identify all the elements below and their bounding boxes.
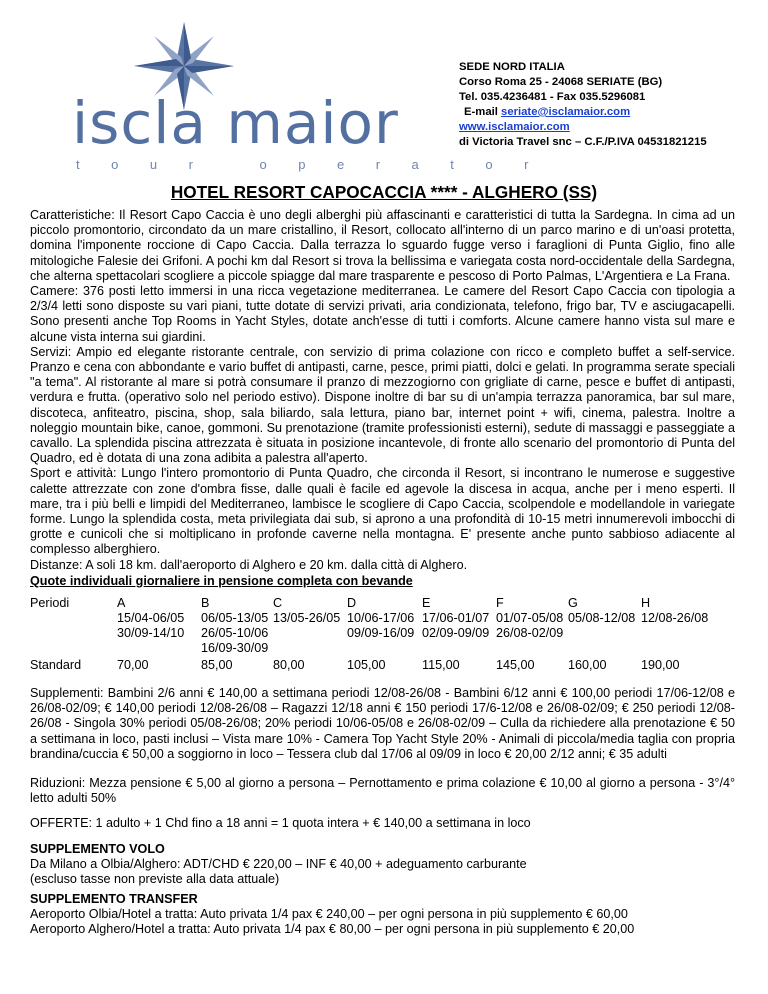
supplements-text	[30, 686, 735, 762]
transfer-supplement	[30, 892, 735, 938]
period-dates-d: 10/06-17/06	[347, 611, 415, 625]
description-rooms: Camere: 376 posti letto immersi in una ricca vegetazione mediterranea. Le camere del Resort Capo Caccia con tipologia a 2/3/4 letti sono disposte su vari piani, tutte dotate di servizi privati, aria condizionata, telefono, frigo bar, TV e asciugacapelli. Sono presenti anche Top Rooms in Yacht Styles, dotate anch'esse di tutti i comforts. Alcune camere hanno vista sul mare e alcune vista interna sui giardini.	[30, 284, 735, 344]
company-info: di Victoria Travel snc – C.F./P.IVA 04531821215	[459, 136, 707, 148]
office-line: Tel. 035.4236481 - Fax 035.5296081	[459, 91, 646, 103]
email-label: E-mail	[464, 106, 498, 118]
flight-heading: SUPPLEMENTO VOLO	[30, 842, 165, 856]
period-dates-b: 16/09-30/09	[201, 641, 269, 655]
period-dates-f: 01/07-05/08	[496, 611, 564, 625]
office-address	[459, 60, 707, 150]
email-link[interactable]: seriate@isclamaior.com	[501, 106, 631, 118]
periods-label: Periodi	[30, 596, 70, 610]
period-letter-f: F	[496, 596, 504, 610]
price-f: 145,00	[496, 658, 535, 672]
transfer-heading: SUPPLEMENTO TRANSFER	[30, 892, 198, 906]
offers-text	[30, 816, 735, 831]
transfer-line: Aeroporto Alghero/Hotel a tratta: Auto privata 1/4 pax € 80,00 – per ogni persona in più supplemento € 20,00	[30, 922, 635, 937]
page-title: HOTEL RESORT CAPOCACCIA **** - ALGHERO (SS)	[170, 182, 598, 202]
period-letter-d: D	[347, 596, 357, 610]
email-line	[459, 105, 707, 120]
period-dates-f: 26/08-02/09	[496, 626, 564, 640]
price-b: 85,00	[201, 658, 233, 672]
period-dates-a: 30/09-14/10	[117, 626, 185, 640]
price-c: 80,00	[273, 658, 305, 672]
period-dates-b: 06/05-13/05	[201, 611, 269, 625]
price-e: 115,00	[422, 658, 460, 672]
period-dates-d: 09/09-16/09	[347, 626, 415, 640]
logo-wordmark: iscla maior	[72, 89, 399, 157]
period-letter-a: A	[117, 596, 126, 610]
period-dates-e: 17/06-01/07	[422, 611, 490, 625]
flight-line: Da Milano a Olbia/Alghero: ADT/CHD € 220,00 – INF € 40,00 + adeguamento carburante	[30, 857, 527, 872]
quote-title: Quote individuali giornaliere in pensione completa con bevande	[30, 574, 413, 588]
period-dates-b: 26/05-10/06	[201, 626, 269, 640]
logo-tagline: tour operator	[76, 157, 560, 172]
transfer-line: Aeroporto Olbia/Hotel a tratta: Auto privata 1/4 pax € 240,00 – per ogni persona in più supplemento € 60,00	[30, 907, 628, 922]
period-letter-g: G	[568, 596, 578, 610]
period-dates-c: 13/05-26/05	[273, 611, 341, 625]
flight-supplement	[30, 842, 735, 888]
description-features: Caratteristiche: Il Resort Capo Caccia è uno degli alberghi più affascinanti e caratteristici di tutta la Sardegna. In cima ad un piccolo promontorio, circondato da un mare cristallino, il Resort, collocato all'interno di un parco marino e di un'oasi protetta, domina l'imponente roccione di Capo Caccia. Dalla terrazza lo sguardo fugge verso i faraglioni di Punta Giglio, fino alle mitologiche Falesie dei Grifoni. A pochi km dal Resort si trova la bellissima e variegata costa nord-occidentale della Sardegna, che alterna spettacolari scogliere a piccole spiagge dal mare trasparente e pescoso di Porto Palmas, L'Argentiera e La Frana.	[30, 208, 735, 283]
period-letter-e: E	[422, 596, 431, 610]
offers-paragraph: OFFERTE: 1 adulto + 1 Chd fino a 18 anni = 1 quota intera + € 140,00 a settimana in loco	[30, 816, 531, 830]
price-d: 105,00	[347, 658, 386, 672]
reductions-text	[30, 776, 735, 806]
description-distances: Distanze: A soli 18 km. dall'aeroporto di Alghero e 20 km. dalla città di Alghero.	[30, 557, 468, 572]
period-dates-g: 05/08-12/08	[568, 611, 636, 625]
period-dates-a: 15/04-06/05	[117, 611, 185, 625]
period-letter-b: B	[201, 596, 210, 610]
hotel-description	[30, 208, 735, 573]
period-dates-h: 12/08-26/08	[641, 611, 709, 625]
price-g: 160,00	[568, 658, 607, 672]
office-line: SEDE NORD ITALIA	[459, 61, 565, 73]
price-a: 70,00	[117, 658, 149, 672]
supplements-paragraph: Supplementi: Bambini 2/6 anni € 140,00 a settimana periodi 12/08-26/08 - Bambini 6/12 anni € 100,00 periodi 17/06-12/08 e 26/08-02/09; € 140,00 periodi 12/08-26/08 – Ragazzi 12/18 anni € 150 periodi 17/6-12/08 e 26/08-02/09; € 250 periodi 12/08-26/08 - Singola 30% periodi 05/08-26/08; 20% periodi 10/06-05/08 e 26/08-02/09 – Culla da richiedere alla prenotazione € 50 a settimana in loco, pasti inclusi – Vista mare 10% - Camera Top Yacht Style 20% - Animali di piccola/media taglia con propria brandina/cuccia € 50,00 a soggiorno in loco – Tessera club dal 17/06 al 09/09 in loco € 20,00 2/12 anni; € 35 adulti	[30, 686, 735, 761]
description-sport: Sport e attività: Lungo l'intero promontorio di Punta Quadro, che circonda il Resort, si incontrano le numerose e suggestive calette attrezzate con zone d'ombra fisse, dalle quali è facile ed agevole la discesa in acqua, anche per i meno esperti. Il mare, tra i più belli e limpidi del Mediterraneo, lambisce le scogliere di Capo Caccia, scolpendole e modellandole in variegate forme. Lungo la splendida costa, meta privilegiata dai sub, si aprono a una profondità di 10-15 metri innumerevoli imbocchi di grotte e cunicoli che si moltiplicano in profonde caverne nella montagna. E' presente anche punto sabbioso adiacente al complesso alberghiero.	[30, 466, 735, 557]
office-line: Corso Roma 25 - 24068 SERIATE (BG)	[459, 76, 663, 88]
period-dates-e: 02/09-09/09	[422, 626, 490, 640]
period-letter-c: C	[273, 596, 283, 610]
flight-line: (escluso tasse non previste alla data attuale)	[30, 872, 280, 887]
period-letter-h: H	[641, 596, 651, 610]
price-h: 190,00	[641, 658, 680, 672]
website-link[interactable]: www.isclamaior.com	[459, 121, 570, 133]
description-services: Servizi: Ampio ed elegante ristorante centrale, con servizio di prima colazione con ricco e completo buffet a self-service. Pranzo e cena con abbondante e vario buffet di antipasti, carne, pesce, primi piatti, dolci e gelati. In programma serate speciali "a tema". Al ristorante al mare si potrà consumare il pranzo di mezzogiorno con grigliate di carne, pesce e buffet di antipasti, verdura e frutta. (operativo solo nel periodo estivo). Dispone inoltre di bar su di un'ampia terrazza panoramica, bar sul mare, discoteca, anfiteatro, piscina, shop, sala biliardo, sala lettura, piano bar, internet point + wifi, cinema, palestra. Inoltre a noleggio mountain bike, canoe, gommoni. Su prenotazione (tramite professionisti esterni), sedute di massaggi e passeggiate a cavallo. La splendida piscina attrezzata è situata in posizione incantevole, di fronte allo scenario del promontorio di Punta del Quadro, ed è dotata di una zona adibita a palestra all'aperto.	[30, 344, 735, 466]
reductions-paragraph: Riduzioni: Mezza pensione € 5,00 al giorno a persona – Pernottamento e prima colazione € 10,00 al giorno a persona - 3°/4° letto adulti 50%	[30, 776, 735, 806]
standard-label: Standard	[30, 658, 82, 672]
